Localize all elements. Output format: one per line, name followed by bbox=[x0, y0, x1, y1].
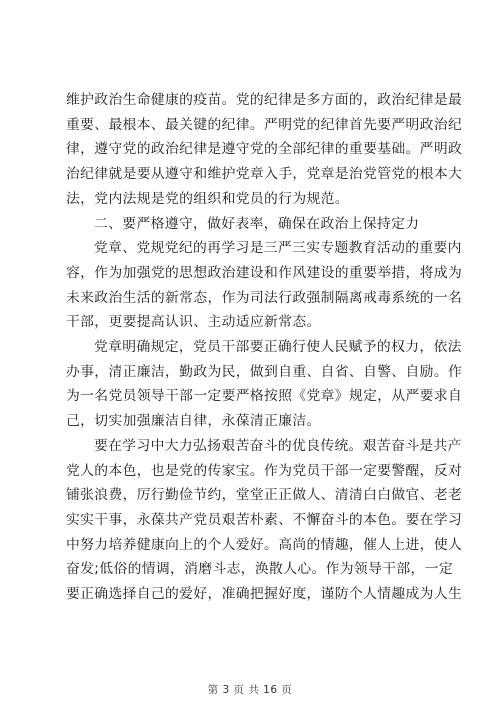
text-line: 未来政治生活的新常态，作为司法行政强制隔离戒毒系统的一名 bbox=[66, 289, 463, 306]
body-text bbox=[66, 88, 463, 607]
text-line: 律，遵守党的政治纪律是遵守党的全部纪律的重要基础。严明政 bbox=[66, 141, 463, 158]
text-line: 重要、最根本、最关键的纪律。严明党的纪律首先要严明政治纪 bbox=[66, 116, 463, 133]
text-line: 干部，更要提高认识、主动适应新常态。 bbox=[66, 314, 321, 331]
text-line: 维护政治生命健康的疫苗。党的纪律是多方面的，政治纪律是最 bbox=[66, 92, 463, 108]
text-line: 要正确选择自己的爱好，准确把握好度，谨防个人情趣成为人生 bbox=[66, 586, 463, 603]
text-line: 办事，清正廉洁，勤政为民，做到自重、自省、自警、自励。作 bbox=[66, 363, 463, 380]
text-line: 党人的本色，也是党的传家宝。作为党员干部一定要警醒，反对 bbox=[66, 462, 463, 479]
text-line: 要在学习中大力弘扬艰苦奋斗的优良传统。艰苦奋斗是共产 bbox=[94, 437, 462, 454]
text-line: 实实干事，永葆共产党员艰苦朴素、不懈奋斗的本色。要在学习 bbox=[66, 511, 463, 528]
text-line: 为一名党员领导干部一定要严格按照《党章》规定，从严要求自 bbox=[66, 388, 463, 405]
text-line: 中努力培养健康向上的个人爱好。高尚的情趣，催人上进，使人 bbox=[66, 536, 463, 553]
page-footer: 第 3 页 共 16 页 bbox=[207, 684, 293, 696]
text-line: 奋发;低俗的情调，消磨斗志，涣散人心。作为领导干部，一定 bbox=[66, 561, 453, 578]
text-line: 法，党内法规是党的组织和党员的行为规范。 bbox=[66, 190, 349, 207]
text-line: 二、要严格遵守，做好表率，确保在政治上保持定力 bbox=[94, 215, 420, 232]
text-line: 党章、党规党纪的再学习是三严三实专题教育活动的重要内 bbox=[94, 240, 462, 257]
text-line: 己，切实加强廉洁自律，永葆清正廉洁。 bbox=[66, 413, 321, 430]
text-line: 党章明确规定，党员干部要正确行使人民赋予的权力，依法 bbox=[94, 339, 462, 356]
text-line: 铺张浪费，厉行勤俭节约，堂堂正正做人、清清白白做官、老老 bbox=[66, 487, 463, 504]
text-line: 治纪律就是要从遵守和维护党章入手，党章是治党管党的根本大 bbox=[66, 166, 463, 183]
text-line: 容，作为加强党的思想政治建设和作风建设的重要举措，将成为 bbox=[66, 264, 463, 281]
